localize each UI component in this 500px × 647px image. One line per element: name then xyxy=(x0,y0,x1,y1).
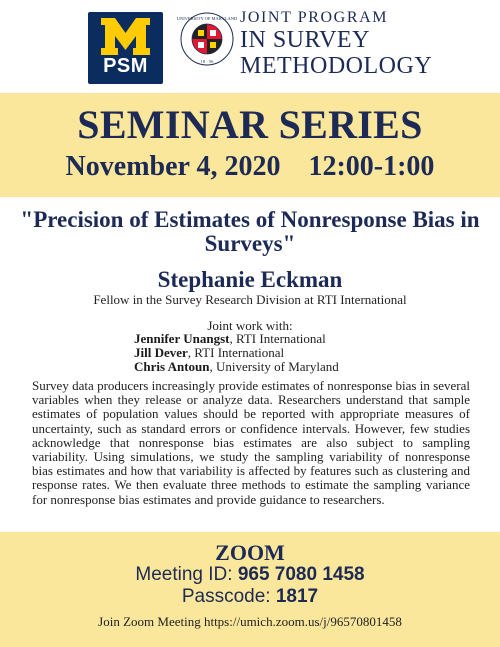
collaborator-org: , RTI International xyxy=(187,345,285,360)
jpsm-line3: METHODOLOGY xyxy=(240,53,433,79)
logo-header xyxy=(0,0,500,93)
speaker-name: Stephanie Eckman xyxy=(157,267,343,292)
meeting-id-line xyxy=(0,564,500,586)
joint-work-header: Joint work with: xyxy=(207,318,293,333)
seal-text: UNIVERSITY OF MARYLAND xyxy=(176,16,238,21)
zoom-title: ZOOM xyxy=(215,540,285,565)
banner-time: 12:00-1:00 xyxy=(308,151,435,182)
zoom-info-box xyxy=(0,532,500,647)
abstract-text: Survey data producers increasingly provide estimates of nonresponse bias in several variables when they release or analyze data. Researchers understand that sample estimates of population values should be reported with appropriate measures of uncertainty, such as standard errors or confidence intervals. However, few studies acknowledge that nonresponse bias estimates are also subject to sampling variability. Using simulations, we study the sampling variability of nonresponse bias estimates and how that variability is affected by features such as clustering and response rates. We then evaluate three methods to estimate the sampling variance for nonresponse bias estimates and provide guidance to researchers. xyxy=(32,378,470,507)
talk-title: "Precision of Estimates of Nonresponse Bias in Surveys" xyxy=(20,207,480,256)
passcode-label: Passcode: xyxy=(181,586,276,607)
banner-title: SEMINAR SERIES xyxy=(77,102,423,147)
collaborator-org: , University of Maryland xyxy=(209,359,339,374)
seal-year: 18 · 56 xyxy=(200,59,214,64)
list-item xyxy=(134,360,339,374)
seminar-banner xyxy=(0,93,500,197)
collaborator-name: Jill Dever xyxy=(134,345,188,360)
list-item xyxy=(134,332,339,346)
collaborator-name: Jennifer Unangst xyxy=(134,331,230,346)
jpsm-line1: JOINT PROGRAM xyxy=(240,9,389,26)
zoom-join-link[interactable]: Join Zoom Meeting https://umich.zoom.us/j/96570801458 xyxy=(98,614,402,629)
passcode-line xyxy=(0,586,500,608)
passcode-value: 1817 xyxy=(275,586,319,607)
banner-datetime xyxy=(0,151,500,183)
banner-date: November 4, 2020 xyxy=(65,151,281,182)
speaker-affiliation: Fellow in the Survey Research Division at RTI International xyxy=(93,292,407,307)
list-item xyxy=(134,346,339,360)
meeting-id-value: 965 7080 1458 xyxy=(237,564,365,585)
psm-logo-text: PSM xyxy=(103,55,148,77)
meeting-id-label: Meeting ID: xyxy=(135,564,238,585)
collaborator-list xyxy=(134,332,339,374)
collaborator-org: , RTI International xyxy=(229,331,326,346)
umich-psm-logo xyxy=(88,12,163,84)
jpsm-line2: IN SURVEY xyxy=(240,27,370,53)
jpsm-wordmark xyxy=(240,10,432,78)
collaborator-name: Chris Antoun xyxy=(134,359,210,374)
umd-seal-icon xyxy=(176,12,238,66)
